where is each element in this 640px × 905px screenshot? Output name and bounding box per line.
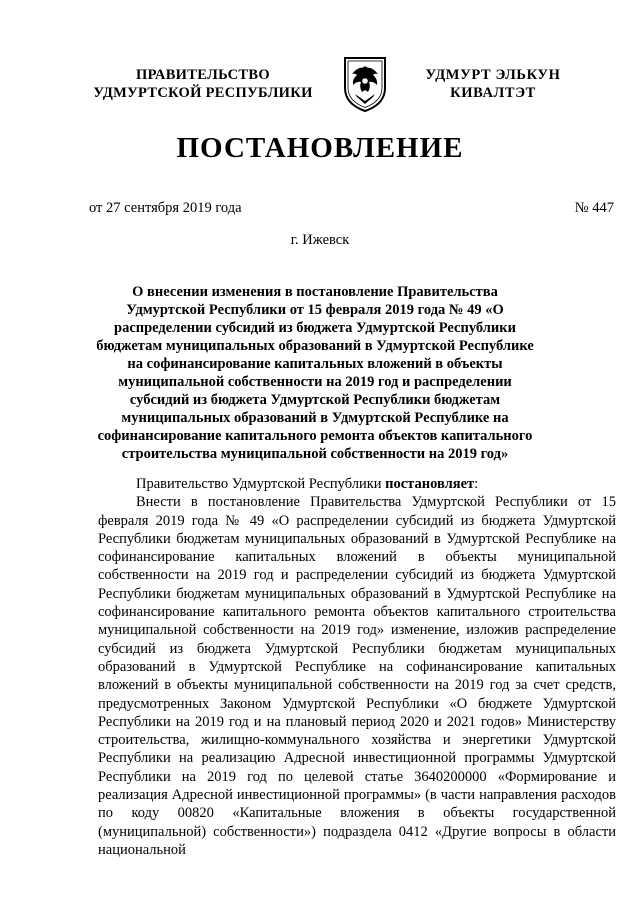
para1-bold: постановляет [385,476,475,492]
document-type: ПОСТАНОВЛЕНИЕ [176,132,464,164]
header-udm-line2: КИВАЛТЭТ [450,85,536,101]
document-date: от 27 сентября 2019 года [89,200,242,216]
document-city: г. Ижевск [290,232,350,248]
body-paragraph-2: Внести в постановление Правительства Удмуртской Республики от 15 февраля 2019 года № 49 «О распределении субсидий из бюджета Удмуртской Республики бюджетам муниципальных образований в Удмуртской Республике на софинансирование капитальных вложений в объекты муниципальной собственности на 2019 год и распределении субсидий из бюджета Удмуртской Республики бюджетам муниципальных образований в Удмуртской Республике на софинансирование капитального ремонта объектов капитального строительства муниципальной собственности на 2019 год» изменение, изложив распределение субсидий из бюджета Удмуртской Республики бюджетам муниципальных образований в Удмуртской Республике на софинансирование капитальных вложений в объекты муниципальной собственности на 2019 год за счет средств, предусмотренных Законом Удмуртской Республики «О бюджете Удмуртской Республики на 2019 год и на плановый период 2020 и 2021 годов» Министерству строительства, жилищно-коммунального хозяйства и энергетики Удмуртской Республики на реализацию Адресной инвестиционной программы Удмуртской Республики на 2019 год по целевой статье 3640200000 «Формирование и реализация Адресной инвестиционной программы» (в части направления расходов по коду 00820 «Капитальные вложения в объекты государственной (муниципальной) собственности») подраздела 0412 «Другие вопросы в области национальной [98,494,616,858]
coat-of-arms-icon [340,54,390,114]
header-ru-line2: УДМУРТСКОЙ РЕСПУБЛИКИ [93,85,313,101]
header-udm-line1: УДМУРТ ЭЛЬКУН [425,67,561,83]
header-udm [418,66,568,102]
para1-end: : [474,476,479,492]
document-body [98,475,616,859]
body-paragraph-1 [98,475,616,493]
document-number: № 447 [574,200,614,216]
header-ru [78,66,328,102]
para1-start: Правительство Удмуртской Республики [136,476,386,492]
header-ru-line1: ПРАВИТЕЛЬСТВО [136,67,270,83]
document-title: О внесении изменения в постановление Правительства Удмуртской Республики от 15 февраля 2019 года № 49 «О распределении субсидий из бюджета Удмуртской Республики бюджетам муниципальных образований в Удмуртской Республике на софинансирование капитальных вложений в объекты муниципальной собственности на 2019 год и распределении субсидий из бюджета Удмуртской Республики бюджетам муниципальных образований в Удмуртской Республике на софинансирование капитального ремонта объектов капитального строительства муниципальной собственности на 2019 год» [96,284,534,462]
